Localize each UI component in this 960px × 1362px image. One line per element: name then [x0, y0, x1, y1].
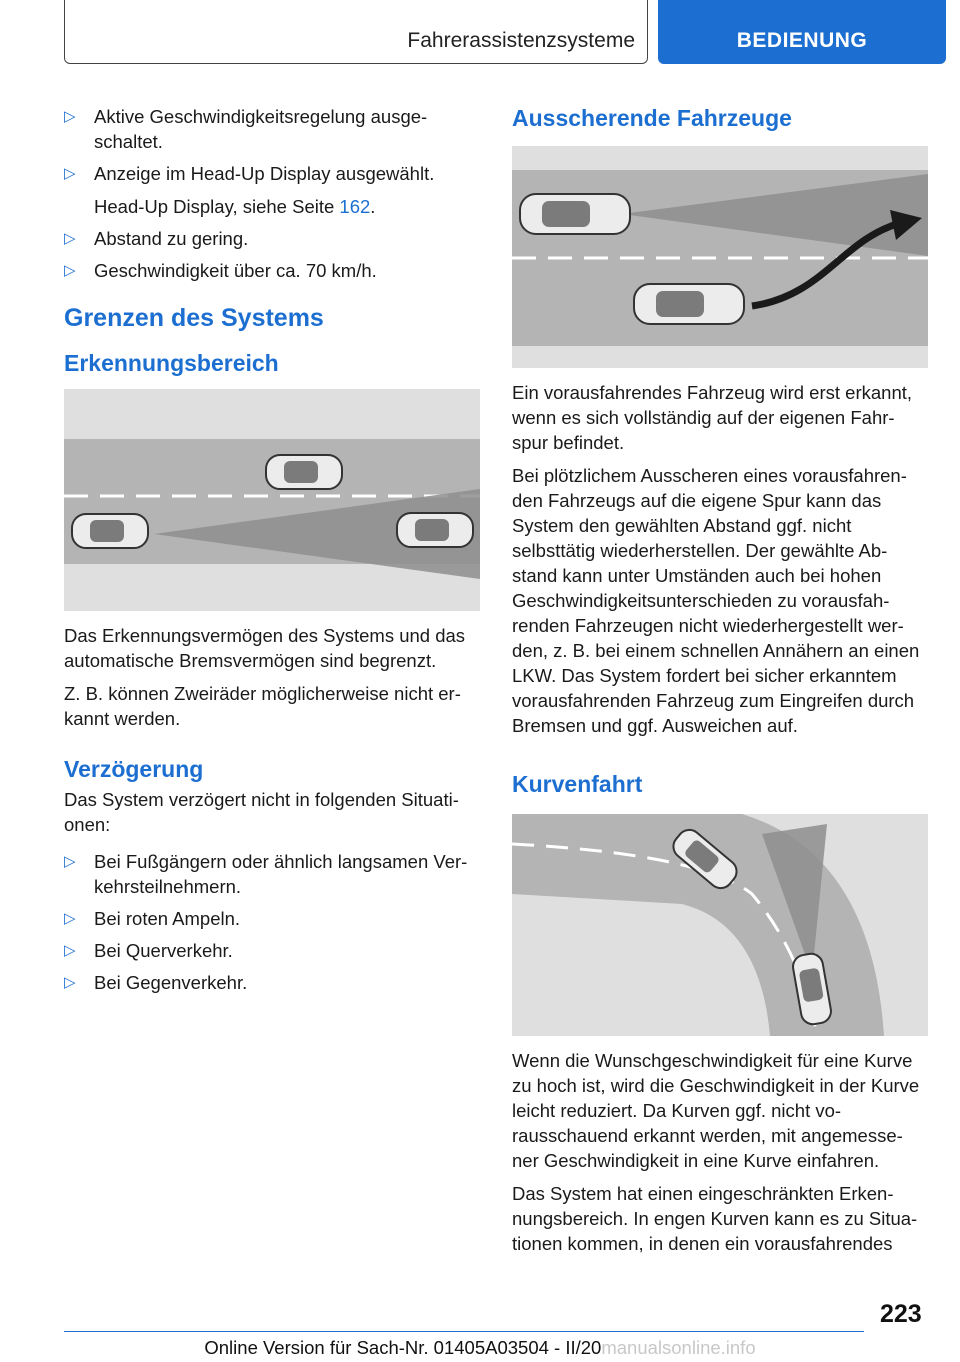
list-item-text: Bei roten Ampeln.	[94, 908, 241, 929]
ego-car-icon	[634, 284, 744, 324]
subheading-cutting-out: Ausscherende Fahrzeuge	[512, 105, 792, 131]
list-item	[64, 970, 480, 995]
list-item-text: Aktive Geschwindigkeitsregelung ausge-schaltet.	[94, 106, 428, 152]
cross-reference	[94, 194, 480, 219]
right-column	[512, 104, 928, 1264]
paragraph: Das Erkennungsvermögen des Systems und das automatische Bremsvermögen sind begrenzt.	[64, 625, 466, 671]
paragraph: Bei plötzlichem Ausscheren eines vorausfahren-den Fahrzeugs auf die eigene Spur kann das System den gewählten Abstand ggf. nicht selbsttätig wiederherstellen. Der gewählte Ab-stand kann unter Umständen auch bei hohen Geschwindigkeitsunterschieden zu vorausfah-renden Fahrzeugen nicht wiederhergestellt wer-den, z. B. bei einem schnellen Annähern an einen LKW. Das System fordert bei sicher erkanntem vorausfahrenden Fahrzeug zum Eingreifen durch Bremsen und ggf. Ausweichen auf.	[512, 465, 920, 736]
triangle-bullet-icon: ▷	[64, 262, 76, 279]
page-link[interactable]: 162	[339, 196, 371, 217]
footer-version-text: Online Version für Sach-Nr. 01405A03504 - II/20	[204, 1337, 602, 1358]
cornering-illustration	[512, 814, 928, 1036]
header-section-box	[64, 0, 648, 64]
list-item	[64, 849, 480, 899]
list-item-text: Geschwindigkeit über ca. 70 km/h.	[94, 260, 377, 281]
left-column	[64, 104, 480, 1002]
cutting-out-illustration	[512, 146, 928, 368]
footer-divider	[64, 1331, 864, 1332]
triangle-bullet-icon: ▷	[64, 165, 76, 182]
list-item-text: Abstand zu gering.	[94, 228, 249, 249]
list-item-text: Bei Gegenverkehr.	[94, 972, 248, 993]
list-item	[64, 161, 480, 219]
list-item-text: Bei Querverkehr.	[94, 940, 233, 961]
subheading-detection-range: Erkennungsbereich	[64, 350, 279, 376]
header-chapter-label: BEDIENUNG	[736, 29, 868, 52]
triangle-bullet-icon: ▷	[64, 910, 76, 927]
section-heading-limits: Grenzen des Systems	[64, 304, 324, 332]
condition-list	[64, 104, 480, 283]
list-item	[64, 226, 480, 251]
paragraph: Ein vorausfahrendes Fahrzeug wird erst erkannt, wenn es sich vollständig auf der eigenen Fahr-spur befindet.	[512, 382, 913, 453]
cutting-out-car-icon	[520, 194, 630, 234]
list-item-text: Anzeige im Head-Up Display ausgewählt.	[94, 163, 435, 184]
triangle-bullet-icon: ▷	[64, 974, 76, 991]
cross-reference-text: Head-Up Display, siehe Seite	[94, 196, 340, 217]
list-item	[64, 906, 480, 931]
subheading-cornering: Kurvenfahrt	[512, 771, 643, 797]
triangle-bullet-icon: ▷	[64, 108, 76, 125]
situation-list	[64, 849, 480, 995]
list-item	[64, 258, 480, 283]
paragraph: Z. B. können Zweiräder möglicherweise nicht er-kannt werden.	[64, 683, 461, 729]
subheading-deceleration: Verzögerung	[64, 756, 204, 782]
triangle-bullet-icon: ▷	[64, 853, 76, 870]
car-ahead-other-lane-icon	[266, 455, 342, 489]
page-number: 223	[880, 1300, 922, 1328]
car-ahead-own-lane-icon	[397, 513, 473, 547]
paragraph: Das System verzögert nicht in folgenden Situati-onen:	[64, 789, 459, 835]
triangle-bullet-icon: ▷	[64, 230, 76, 247]
list-item	[64, 938, 480, 963]
cross-reference-suffix: .	[370, 196, 376, 217]
list-item-text: Bei Fußgängern oder ähnlich langsamen Ver-kehrsteilnehmern.	[94, 851, 468, 897]
footer-online-version	[0, 1337, 960, 1359]
header-chapter-tab[interactable]	[658, 0, 946, 64]
paragraph: Das System hat einen eingeschränkten Erken-nungsbereich. In engen Kurven kann es zu Situa-tionen kommen, in denen ein vorausfahrendes	[512, 1183, 918, 1254]
ego-car-icon	[72, 514, 148, 548]
detection-range-illustration	[64, 389, 480, 611]
list-item	[64, 104, 480, 154]
paragraph: Wenn die Wunschgeschwindigkeit für eine Kurve zu hoch ist, wird die Geschwindigkeit in der Kurve leicht reduziert. Da Kurven ggf. nicht vo-rausschauend erkannt werden, mit angemesse-ner Geschwindigkeit in eine Kurve einfahren.	[512, 1050, 920, 1171]
triangle-bullet-icon: ▷	[64, 942, 76, 959]
header-section-title: Fahrerassistenzsysteme	[407, 29, 635, 52]
footer-watermark: manualsonline.info	[601, 1337, 756, 1358]
